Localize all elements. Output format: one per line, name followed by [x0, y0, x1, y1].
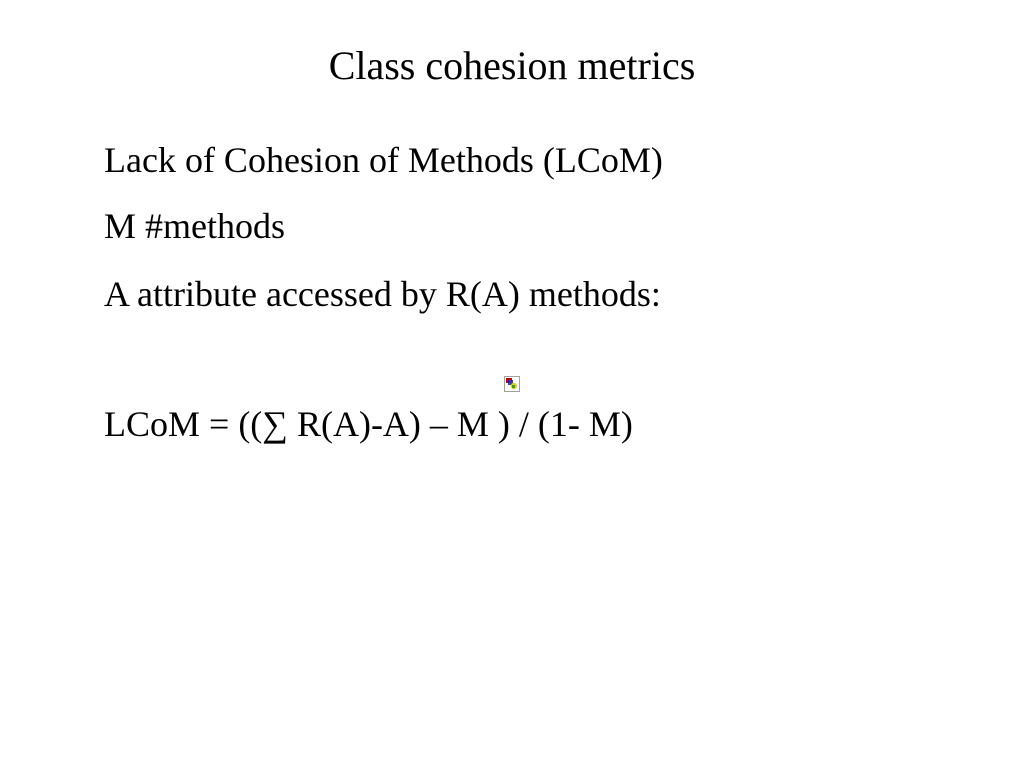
broken-image-icon [504, 376, 520, 392]
body-line-lcom-definition: Lack of Cohesion of Methods (LCoM) [104, 140, 663, 180]
body-line-attribute: A attribute accessed by R(A) methods: [104, 274, 661, 314]
slide-title: Class cohesion metrics [328, 43, 696, 88]
body-line-methods: M #methods [104, 206, 286, 246]
lcom-formula: LCoM = ((∑ R(A)-A) – M ) / (1- M) [104, 404, 633, 444]
